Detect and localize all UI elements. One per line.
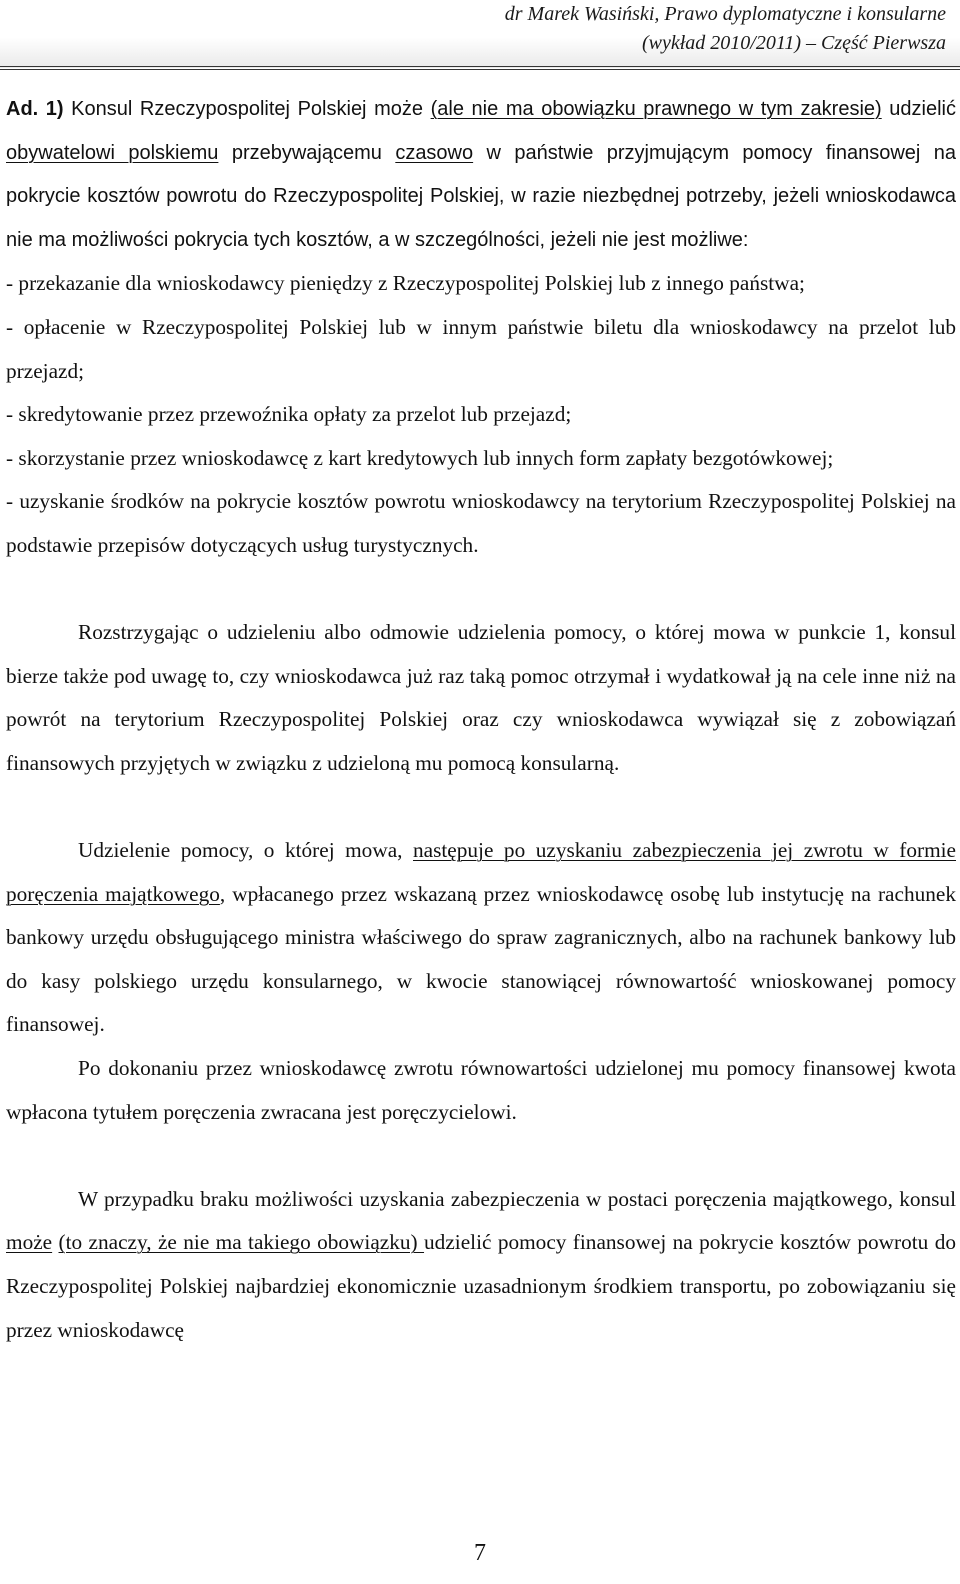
spacer (6, 1134, 956, 1178)
list-item: - skorzystanie przez wnioskodawcę z kart kredytowych lub innych form zapłaty bezgotówkowej; (6, 445, 834, 470)
list-item: - uzyskanie środków na pokrycie kosztów powrotu wnioskodawcy na terytorium Rzeczypospolitej Polskiej na podstawie przepisów dotyczących usług turystycznych. (6, 489, 956, 557)
text-run: udzielić (881, 98, 956, 120)
underlined-text: czasowo (395, 141, 474, 164)
list-item: - opłacenie w Rzeczypospolitej Polskiej lub w innym państwie biletu dla wnioskodawcy na przelot lub przejazd; (6, 314, 956, 383)
text-run: udzielić pomocy finansowej na pokrycie kosztów powrotu do Rzeczypospolitej Polskiej najbardziej ekonomicznie uzasadnionym środkiem transportu, po zobowiązaniu się przez wnioskodawcę (6, 1230, 957, 1342)
text-run: przebywającemu (218, 141, 396, 164)
text-run: W przypadku braku możliwości uzyskania zabezpieczenia w postaci poręczenia majątkowego, konsul (78, 1186, 956, 1211)
paragraph-no-guarantee (6, 1178, 956, 1352)
header-divider (0, 66, 960, 70)
page-header (0, 0, 960, 68)
underlined-text: obywatelowi polskiemu (6, 141, 219, 164)
underlined-text: (to znaczy, że nie ma takiego obowiązku) (58, 1230, 425, 1255)
document-body (6, 88, 956, 1352)
page-number: 7 (474, 1540, 486, 1566)
text-run: w państwie przyjmującym pomocy finansowej na pokrycie kosztów powrotu do Rzeczypospolitej Polskiej, w razie niezbędnej potrzeby, jeżeli wnioskodawca nie ma możliwości pokrycia tych kosztów, a w szczególności, jeżeli nie jest możliwe: (6, 141, 957, 251)
underlined-text: (ale nie ma obowiązku prawnego w tym zakresie) (430, 98, 882, 120)
underlined-text: może (6, 1230, 53, 1255)
paragraph-refund: Po dokonaniu przez wnioskodawcę zwrotu równowartości udzielonej mu pomocy finansowej kwota wpłacona tytułem poręczenia zwracana jest poręczycielowi. (6, 1056, 956, 1124)
paragraph-decision: Rozstrzygając o udzieleniu albo odmowie udzielenia pomocy, o której mowa w punkcie 1, konsul bierze także pod uwagę to, czy wnioskodawca już raz taką pomoc otrzymał i wydatkował ją na cele inne niż na powrót na terytorium Rzeczypospolitej Polskiej oraz czy wnioskodawca wywiązał się z zobowiązań finansowych przyjętych w związku z udzieloną mu pomocą konsularną. (6, 620, 956, 775)
paragraph-guarantee (6, 829, 956, 1047)
spacer (6, 568, 956, 612)
section-label: Ad. 1) (6, 98, 64, 120)
paragraph-ad1 (6, 88, 956, 262)
spacer (6, 786, 956, 830)
text-run: Udzielenie pomocy, o której mowa, (78, 838, 413, 863)
header-subtitle: (wykład 2010/2011) – Część Pierwsza (641, 32, 946, 54)
underlined-text: następuje po uzyskaniu zabezpieczenia jej zwrotu w formie poręczenia majątkowego (6, 838, 956, 906)
text-run: Konsul Rzeczypospolitej Polskiej może (63, 98, 431, 120)
header-title: dr Marek Wasiński, Prawo dyplomatyczne i konsularne (504, 3, 946, 25)
text-run: , wpłacanego przez wskazaną przez wnioskodawcę osobę lub instytucję na rachunek bankowy urzędu obsługującego ministra właściwego do spraw zagranicznych, albo na rachunek bankowy lub do kasy polskiego urzędu konsularnego, w kwocie stanowiącej równowartość wnioskowanej pomocy finansowej. (6, 881, 956, 1037)
list-item: - skredytowanie przez przewoźnika opłaty za przelot lub przejazd; (6, 402, 572, 427)
list-item: - przekazanie dla wnioskodawcy pieniędzy z Rzeczypospolitej Polskiej lub z innego państwa; (6, 271, 805, 296)
